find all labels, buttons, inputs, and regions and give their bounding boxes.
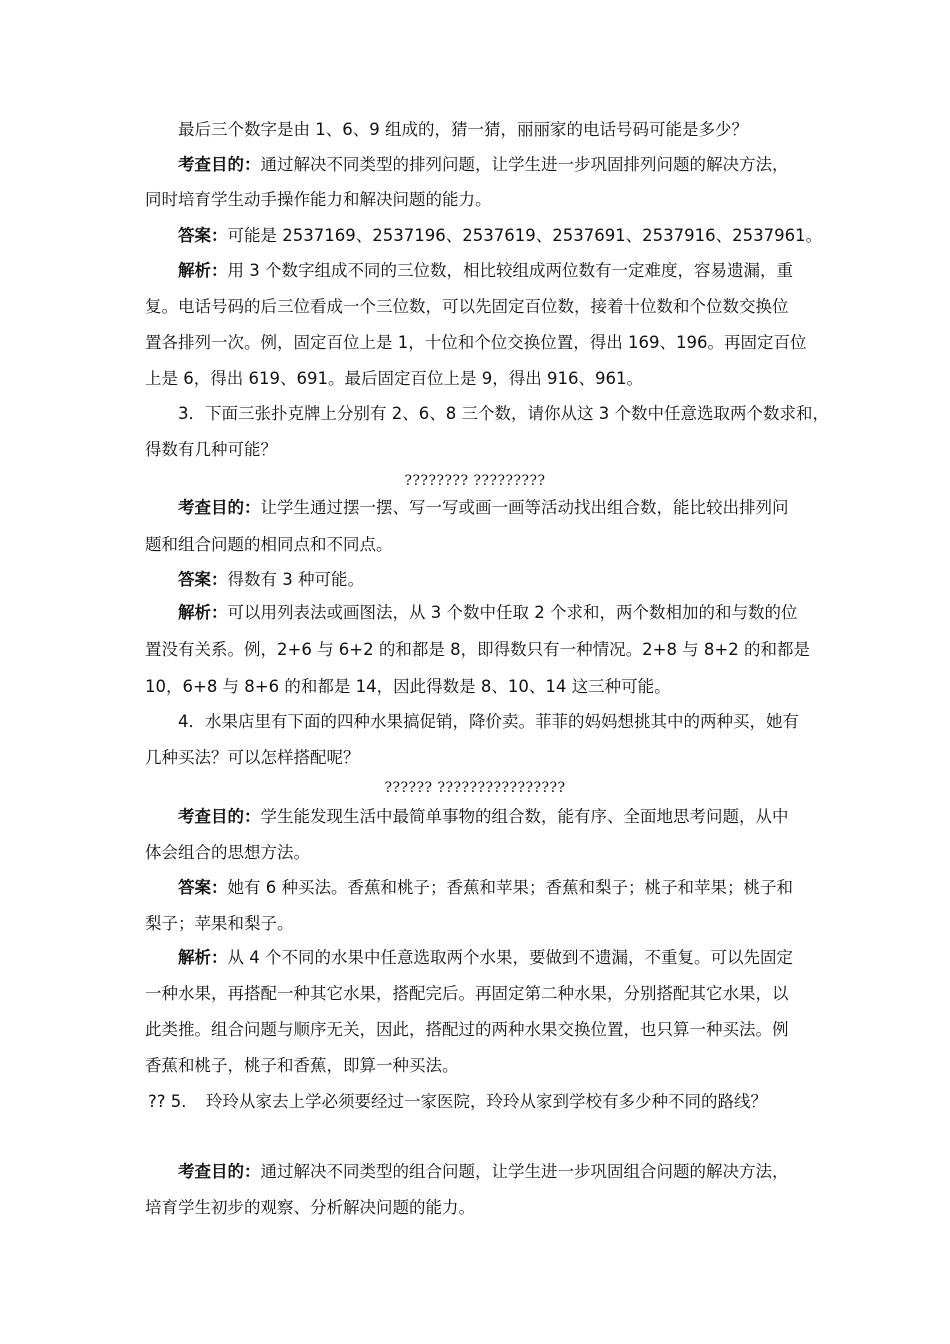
label-analysis: 解析：: [178, 948, 228, 967]
text-line: 置没有关系。例，2+6 与 6+2 的和都是 8，即得数只有一种情况。2+8 与 8+2 的和都是: [145, 640, 810, 659]
text-line: 培育学生初步的观察、分析解决问题的能力。: [145, 1198, 475, 1217]
text-line: 题和组合问题的相同点和不同点。: [145, 535, 393, 554]
label-purpose: 考查目的：: [178, 498, 261, 517]
text-line: 考查目的：让学生通过摆一摆、写一写或画一画等活动找出组合数，能比较出排列问: [178, 498, 789, 517]
label-analysis: 解析：: [178, 603, 228, 622]
text-line: 置各排列一次。例，固定百位上是 1，十位和个位交换位置，得出 169、196。再固定百位: [145, 333, 807, 352]
text-line: 解析：用 3 个数字组成不同的三位数，相比较组成两位数有一定难度，容易遗漏，重: [178, 261, 793, 280]
text-line: 考查目的：通过解决不同类型的排列问题，让学生进一步巩固排列问题的解决方法，: [178, 155, 789, 174]
text-line: 香蕉和桃子，桃子和香蕉，即算一种买法。: [145, 1056, 459, 1075]
label-answer: 答案：: [178, 226, 228, 245]
text-line: 3．下面三张扑克牌上分别有 2、6、8 三个数，请你从这 3 个数中任意选取两个数求和，: [178, 404, 829, 423]
text-line: 上是 6，得出 619、691。最后固定百位上是 9，得出 916、961。: [145, 369, 643, 388]
text-line: 解析：从 4 个不同的水果中任意选取两个水果，要做到不遗漏，不重复。可以先固定: [178, 948, 793, 967]
text-line: 梨子；苹果和梨子。: [145, 914, 294, 933]
text-line: 考查目的：通过解决不同类型的组合问题，让学生进一步巩固组合问题的解决方法，: [178, 1162, 789, 1181]
text-line: 答案：她有 6 种买法。香蕉和桃子；香蕉和苹果；香蕉和梨子；桃子和苹果；桃子和: [178, 878, 793, 897]
missing-image-placeholder: ?????? ????????????????: [384, 780, 566, 796]
text-line: 解析：可以用列表法或画图法，从 3 个数中任取 2 个求和，两个数相加的和与数的位: [178, 603, 798, 622]
label-purpose: 考查目的：: [178, 155, 261, 174]
text-line: 几种买法？可以怎样搭配呢？: [145, 748, 360, 767]
text-line: 得数有几种可能？: [145, 440, 277, 459]
label-analysis: 解析：: [178, 261, 228, 280]
text-line: 考查目的：学生能发现生活中最简单事物的组合数，能有序、全面地思考问题，从中: [178, 807, 789, 826]
text-line: ?? 5． 玲玲从家去上学必须要经过一家医院，玲玲从家到学校有多少种不同的路线？: [148, 1092, 768, 1111]
text-line: 体会组合的思想方法。: [145, 843, 310, 862]
text-line: 4．水果店里有下面的四种水果搞促销，降价卖。菲菲的妈妈想挑其中的两种买，她有: [178, 712, 799, 731]
text-line: 一种水果，再搭配一种其它水果，搭配完后。再固定第二种水果，分别搭配其它水果，以: [145, 984, 789, 1003]
label-answer: 答案：: [178, 878, 228, 897]
text-line: 答案：可能是 2537169、2537196、2537619、2537691、2537916、2537961。: [178, 226, 823, 245]
text-line: 同时培育学生动手操作能力和解决问题的能力。: [145, 190, 492, 209]
label-answer: 答案：: [178, 570, 228, 589]
text-line: 答案：得数有 3 种可能。: [178, 570, 364, 589]
label-purpose: 考查目的：: [178, 1162, 261, 1181]
missing-image-placeholder: ???????? ?????????: [404, 473, 546, 489]
text-line: 复。电话号码的后三位看成一个三位数，可以先固定百位数，接着十位数和个位数交换位: [145, 297, 789, 316]
label-purpose: 考查目的：: [178, 807, 261, 826]
text-line: 此类推。组合问题与顺序无关，因此，搭配过的两种水果交换位置，也只算一种买法。例: [145, 1020, 789, 1039]
text-line: 10，6+8 与 8+6 的和都是 14，因此得数是 8、10、14 这三种可能。: [145, 677, 671, 696]
text-line: 最后三个数字是由 1、6、9 组成的，猜一猜，丽丽家的电话号码可能是多少？: [178, 120, 748, 139]
